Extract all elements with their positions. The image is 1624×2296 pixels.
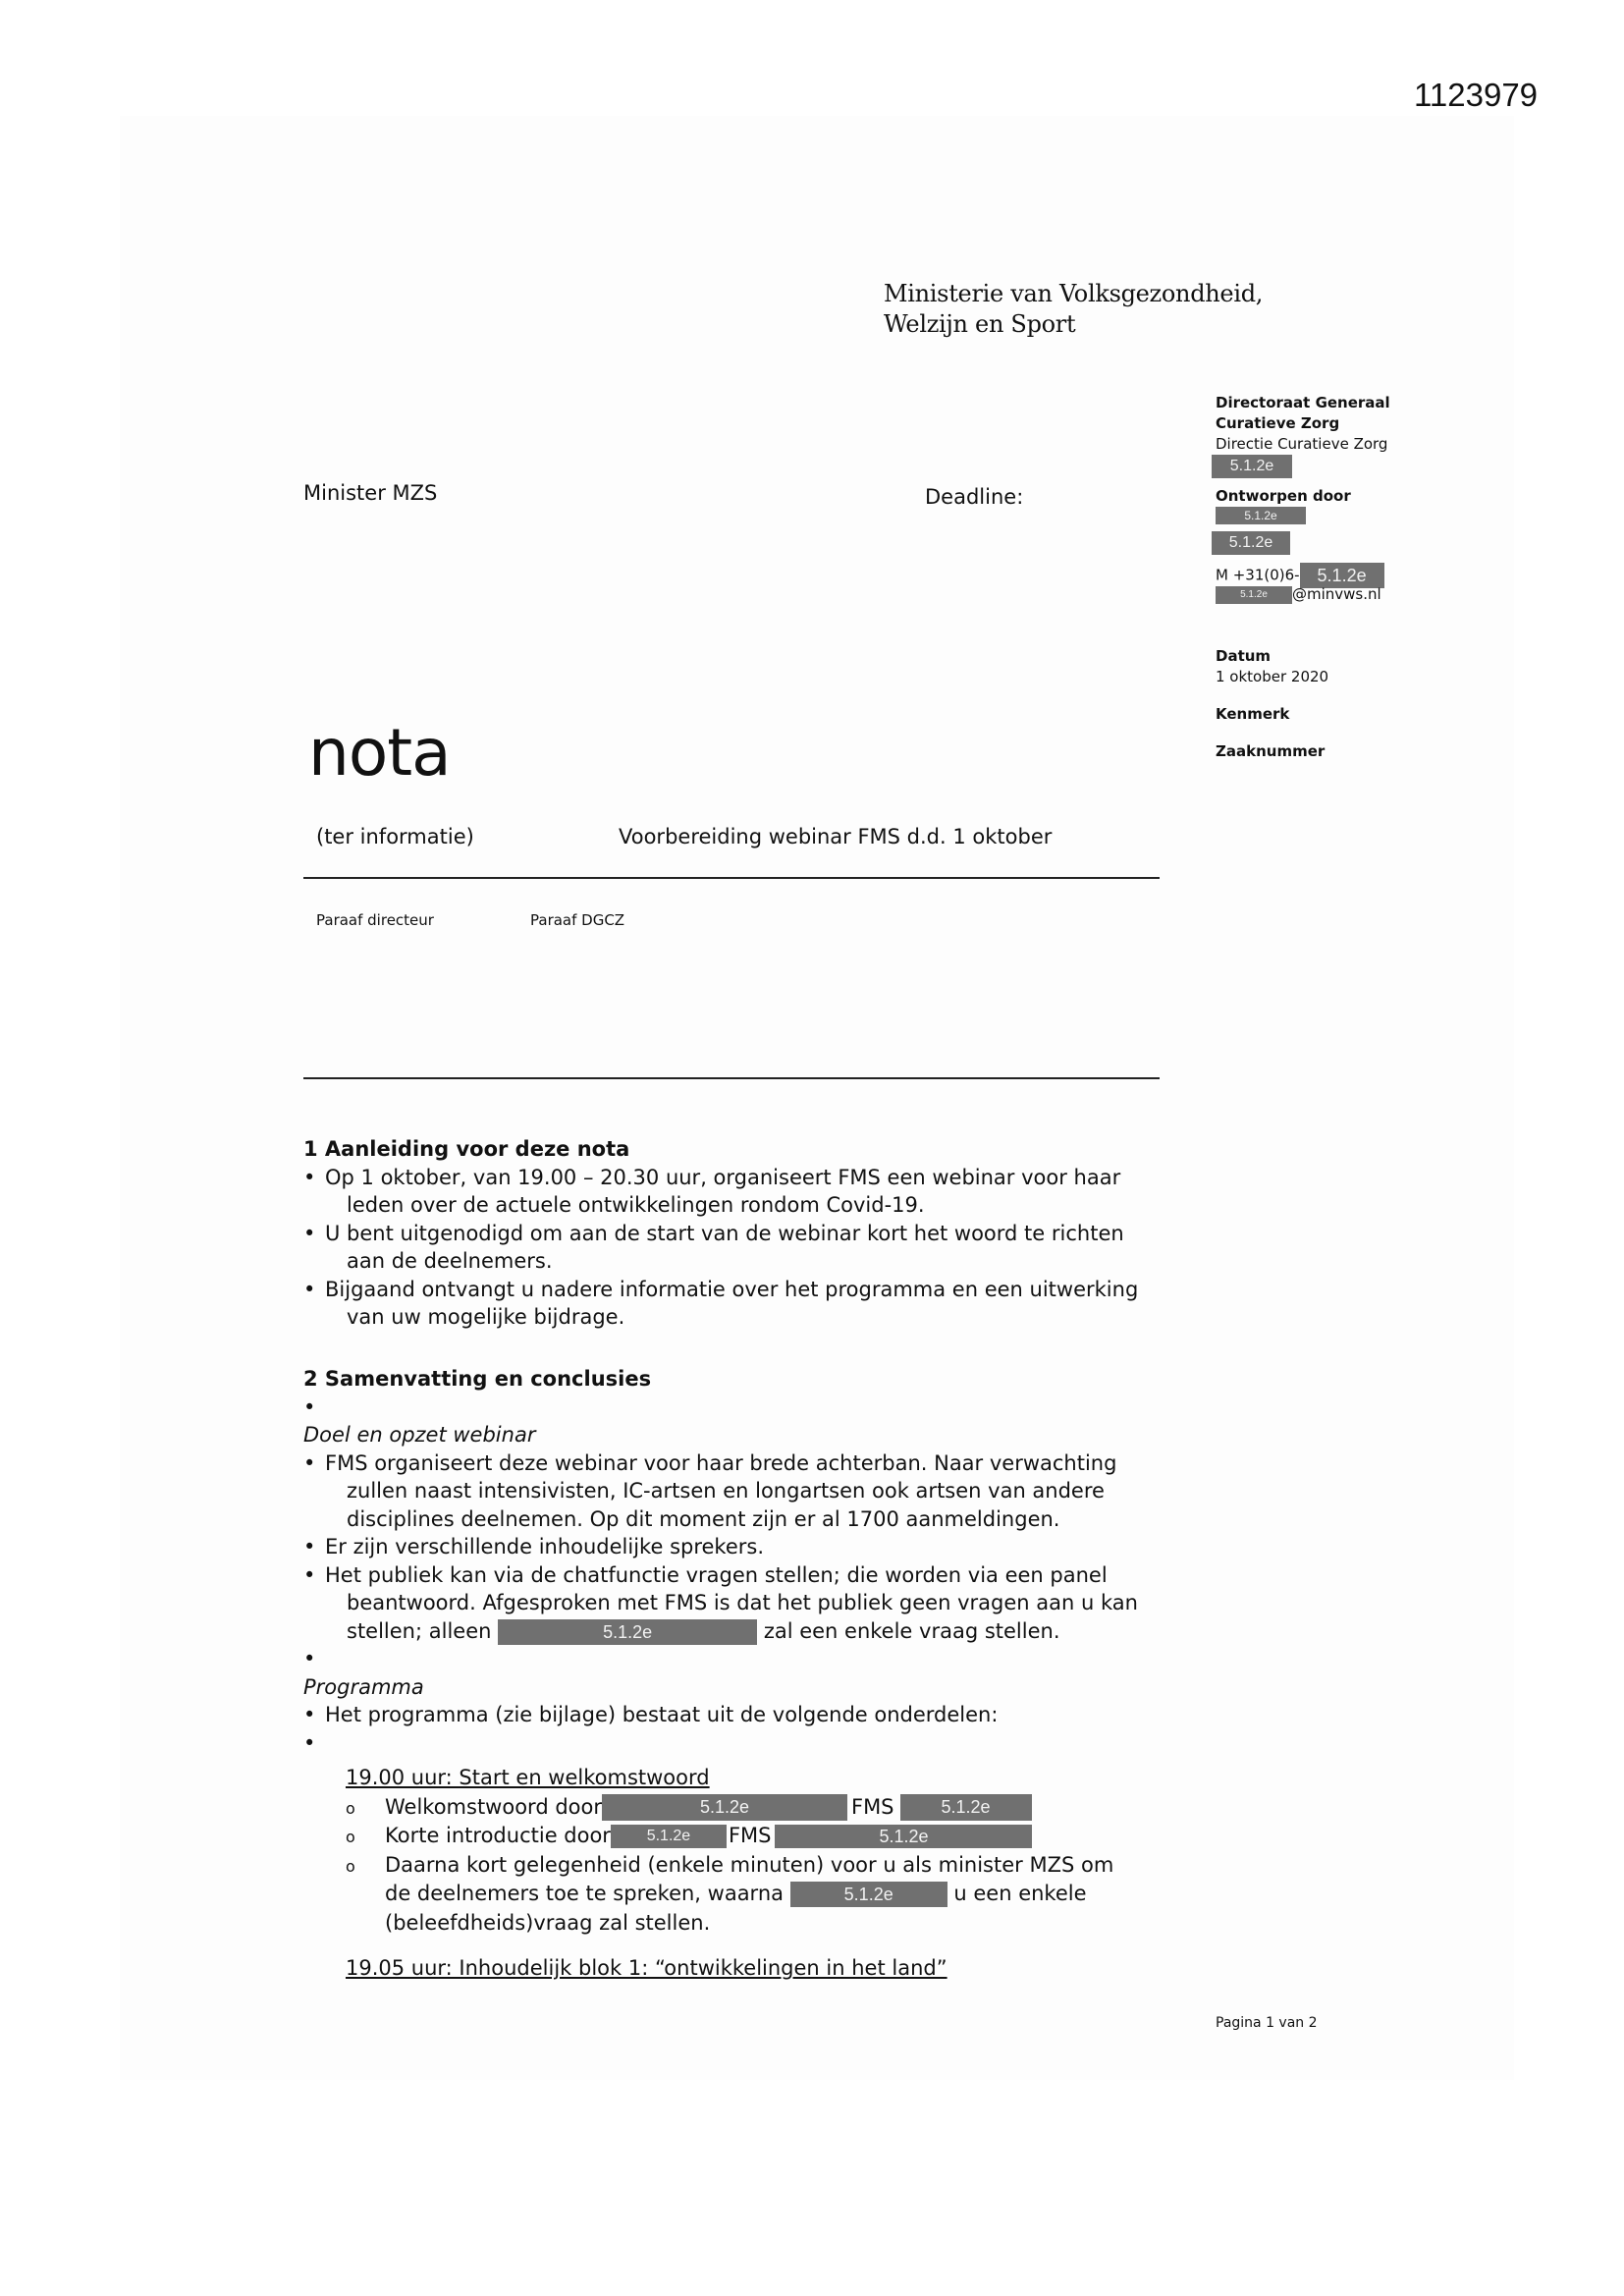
- addressee: Minister MZS: [303, 481, 438, 505]
- empty-bullet: •: [303, 1394, 316, 1419]
- kenmerk-label: Kenmerk: [1216, 705, 1290, 723]
- redaction-box: 5.1.2e: [611, 1825, 727, 1848]
- redaction-box: 5.1.2e: [1216, 586, 1292, 604]
- section-1: [303, 1135, 1187, 1332]
- ministry-logo: [884, 279, 1263, 340]
- list-item: • Het publiek kan via de chatfunctie vragen stellen; die worden via een panel beantwoord. Afgesproken met FMS is dat het publiek geen vragen aan u kan stellen; alleen 5.1.2e zal een enkele vraag stellen.: [303, 1562, 1138, 1643]
- programma-heading: Programma: [303, 1674, 424, 1699]
- directorate-line-1: Directoraat Generaal: [1216, 394, 1390, 411]
- directie: Directie Curatieve Zorg: [1216, 435, 1388, 453]
- redaction-box: 5.1.2e: [498, 1619, 757, 1645]
- redaction-box: 5.1.2e: [1216, 507, 1306, 524]
- deadline-label: Deadline:: [925, 485, 1024, 509]
- ministry-line-1: Ministerie van Volksgezondheid,: [884, 280, 1264, 307]
- document-number: 1123979: [1414, 77, 1539, 113]
- program-block-1-title: 19.00 uur: Start en welkomstwoord: [346, 1766, 710, 1789]
- directorate-line-2: Curatieve Zorg: [1216, 414, 1340, 432]
- ministry-line-2: Welzijn en Sport: [884, 310, 1076, 338]
- list-item: • FMS organiseert deze webinar voor haar brede achterban. Naar verwachting zullen naast intensivisten, IC-artsen en longartsen ook artsen van andere disciplines deelnemen. Op dit moment zijn er al 1700 aanmeldingen.: [303, 1450, 1117, 1531]
- list-item: • Het programma (zie bijlage) bestaat uit de volgende onderdelen:: [303, 1703, 999, 1726]
- paraaf-dgcz: Paraaf DGCZ: [530, 911, 625, 929]
- doel-heading: Doel en opzet webinar: [303, 1423, 536, 1447]
- ontworpen-door-label: Ontworpen door: [1216, 487, 1351, 505]
- datum-value: 1 oktober 2020: [1216, 668, 1329, 685]
- email-suffix: @minvws.nl: [1292, 585, 1381, 603]
- list-item: • Er zijn verschillende inhoudelijke sprekers.: [303, 1535, 765, 1558]
- section-2: [303, 1365, 1187, 1757]
- divider-top: [303, 877, 1160, 879]
- paraaf-directeur: Paraaf directeur: [316, 911, 434, 929]
- redaction-box: 5.1.2e: [602, 1794, 847, 1821]
- phone-prefix: M +31(0)6-: [1216, 566, 1300, 584]
- redaction-box: 5.1.2e: [1212, 531, 1290, 555]
- ter-informatie: (ter informatie): [316, 825, 474, 848]
- program-block-1: [346, 1764, 1113, 1984]
- document-title: nota: [308, 715, 451, 791]
- datum-label: Datum: [1216, 647, 1272, 665]
- program-subitem: o Welkomstwoord door 5.1.2e FMS 5.1.2e: [302, 1793, 1113, 1823]
- page-number: Pagina 1 van 2: [1216, 2015, 1318, 2031]
- redaction-box: 5.1.2e: [775, 1825, 1032, 1848]
- redaction-box: 5.1.2e: [790, 1882, 947, 1907]
- empty-bullet: •: [303, 1647, 316, 1670]
- list-item: • Op 1 oktober, van 19.00 – 20.30 uur, organiseert FMS een webinar voor haar leden over de actuele ontwikkelingen rondom Covid-19.: [303, 1165, 1121, 1217]
- program-subitem: o Korte introductie door 5.1.2e FMS 5.1.2e: [302, 1822, 1113, 1851]
- list-item: • U bent uitgenodigd om aan de start van de webinar kort het woord te richten aan de deelnemers.: [303, 1221, 1124, 1273]
- section-2-heading: 2 Samenvatting en conclusies: [303, 1367, 652, 1391]
- zaaknummer-label: Zaaknummer: [1216, 742, 1326, 760]
- program-subitem: o Daarna kort gelegenheid (enkele minuten) voor u als minister MZS om de deelnemers toe te spreken, waarna 5.1.2e u een enkele (beleefdheids)vraag zal stellen.: [346, 1852, 1114, 1935]
- list-item: • Bijgaand ontvangt u nadere informatie over het programma en een uitwerking van uw mogelijke bijdrage.: [303, 1277, 1139, 1329]
- divider-bottom: [303, 1077, 1160, 1079]
- redaction-box: 5.1.2e: [1212, 455, 1292, 478]
- redaction-box: 5.1.2e: [1300, 563, 1384, 588]
- program-block-2-title: 19.05 uur: Inhoudelijk blok 1: “ontwikkelingen in het land”: [346, 1956, 947, 1980]
- redaction-box: 5.1.2e: [900, 1794, 1032, 1821]
- subject: Voorbereiding webinar FMS d.d. 1 oktober: [619, 825, 1053, 848]
- section-1-heading: 1 Aanleiding voor deze nota: [303, 1137, 630, 1161]
- sidebar: [1216, 393, 1451, 762]
- empty-bullet: •: [303, 1730, 316, 1755]
